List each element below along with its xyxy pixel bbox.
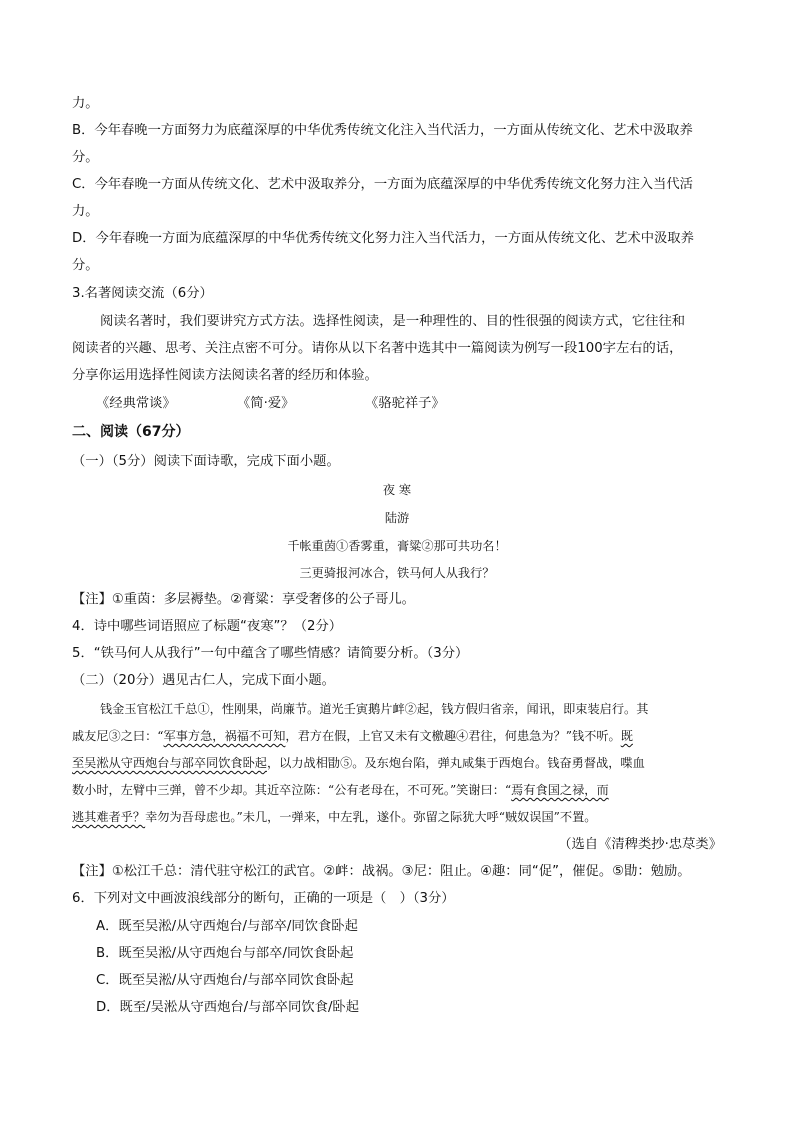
poem-author: 陆游: [384, 511, 410, 525]
option-c-line1: C．今年春晚一方面从传统文化、艺术中汲取养分，一方面为底蕴深厚的中华优秀传统文化努力注入当代活: [72, 177, 693, 192]
passage-text: 幸勿为吾母虑也。”未几，一弹来，中左乳，遂仆。弥留之际犹大呼“贼奴误国”不置。: [145, 810, 597, 824]
passage-text: ，君方在假，上官又未有文檄趣④君往，何患急为？”钱不听。: [285, 729, 621, 743]
passage-text: 戚友尼③之曰：“: [72, 729, 164, 743]
option-b-line1: B．今年春晚一方面努力为底蕴深厚的中华优秀传统文化注入当代活力，一方面从传统文化、艺术中汲取养: [72, 123, 693, 138]
passage-line-5: [72, 808, 596, 826]
poem-title: 夜 寒: [382, 483, 412, 497]
section-heading: 二、阅读（67分）: [72, 424, 190, 440]
passage-text: ，以力战相勖⑤。及东炮台陷，弹丸咸集于西炮台。钱奋勇督战，喋血: [267, 756, 645, 770]
option-c-line2: 力。: [72, 204, 99, 219]
question-4: 4．诗中哪些词语照应了标题“夜寒”？（2分）: [72, 619, 343, 634]
wavy-underlined-text: 至吴淞从守西炮台与部卒同饮食卧起: [72, 756, 267, 770]
q3-paragraph-line1: 阅读名著时，我们要讲究方式方法。选择性阅读，是一种理性的、目的性很强的阅读方式，它往往和: [100, 314, 686, 329]
book-title-2: 《简·爱》: [237, 396, 295, 411]
passage-line-4: [72, 781, 609, 799]
question-5: 5．“铁马何人从我行”一句中蕴含了哪些情感？请简要分析。（3分）: [72, 646, 469, 661]
poem-line-2: 三更骑报河冰合，铁马何人从我行？: [299, 566, 495, 580]
q6-option-d: D．既至/吴淞从守西炮台/与部卒同饮食/卧起: [96, 1000, 360, 1015]
option-d-line1: D．今年春晚一方面为底蕴深厚的中华优秀传统文化努力注入当代活力，一方面从传统文化、艺术中汲取养: [72, 231, 694, 246]
passage-line-1: 钱金玉官松江千总①，性刚果，尚廉节。道光壬寅鹅片衅②起，钱方假归省亲，闻讯，即束装启行。其: [100, 702, 649, 716]
passage-note: 【注】①松江千总：清代驻守松江的武官。②衅：战祸。③尼：阻止。④趣：同“促”，催促。⑤勖：勉励。: [72, 864, 691, 879]
poem-note: 【注】①重茵：多层褥垫。②膏粱：享受奢侈的公子哥儿。: [72, 592, 415, 607]
q3-paragraph-line3: 分享你运用选择性阅读方法阅读名著的经历和体验。: [72, 368, 378, 383]
passage-line-2: [72, 727, 633, 745]
wavy-underlined-text: 军事方急，祸福不可知: [163, 729, 286, 743]
passage-text: 数小时，左臂中三弹，曾不少却。其近卒泣陈：“公有老母在，不可死。”笑谢曰：“: [72, 783, 512, 797]
q3-paragraph-line2: 阅读者的兴趣、思考、关注点密不可分。请你从以下名著中选其中一篇阅读为例写一段100字左右的话，: [72, 341, 683, 356]
part2-intro: （二）（20分）遇见古仁人，完成下面小题。: [72, 673, 335, 688]
q6-option-c: C．既至吴淞/从守西炮台/与部卒同饮食卧起: [96, 973, 354, 988]
passage-line-3: [72, 754, 645, 772]
q6-option-a: A．既至吴淞/从守西炮台/与部卒/同饮食卧起: [96, 919, 358, 934]
book-title-3: 《骆驼祥子》: [365, 396, 445, 411]
option-a-tail: 力。: [72, 96, 99, 111]
part1-intro: （一）（5分）阅读下面诗歌，完成下面小题。: [72, 454, 340, 469]
wavy-underlined-text: 既: [620, 729, 633, 743]
question-6: 6．下列对文中画波浪线部分的断句，正确的一项是（ ）（3分）: [72, 891, 455, 906]
option-d-line2: 分。: [72, 258, 99, 273]
passage-source: （选自《清稗类抄·忠荩类》: [558, 837, 722, 852]
q6-option-b: B．既至吴淞/从守西炮台与部卒/同饮食卧起: [96, 946, 354, 961]
wavy-underlined-text: 逃其难者乎？: [72, 810, 146, 824]
poem-line-1: 千帐重茵①香雾重，膏粱②那可共功名！: [287, 539, 507, 553]
wavy-underlined-text: 焉有食国之禄，而: [511, 783, 609, 797]
q3-title: 3.名著阅读交流（6分）: [72, 286, 213, 301]
option-b-line2: 分。: [72, 150, 99, 165]
book-title-1: 《经典常谈》: [96, 396, 176, 411]
